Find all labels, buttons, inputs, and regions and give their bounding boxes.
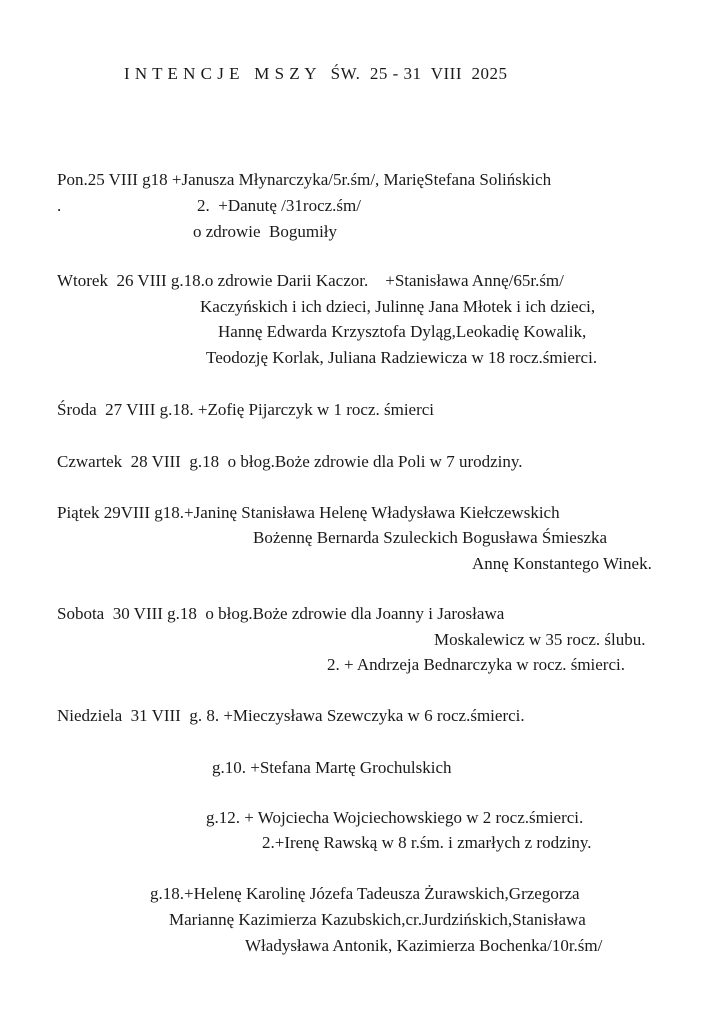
- sunday-line-5: g.18.+Helenę Karolinę Józefa Tadeusza Żurawskich,Grzegorza: [150, 884, 580, 903]
- sunday-line-7: Władysława Antonik, Kazimierza Bochenka/10r.śm/: [245, 936, 603, 955]
- sunday-line-4: 2.+Irenę Rawską w 8 r.śm. i zmarłych z rodziny.: [262, 833, 592, 852]
- friday-line-1: Piątek 29VIII g18.+Janinę Stanisława Helenę Władysława Kiełczewskich: [57, 503, 560, 522]
- thursday-line: Czwartek 28 VIII g.18 o błog.Boże zdrowie dla Poli w 7 urodziny.: [57, 452, 523, 471]
- page-title: I N T E N C J E M S Z Y ŚW. 25 - 31 VIII 2025: [124, 64, 508, 83]
- saturday-line-3: 2. + Andrzeja Bednarczyka w rocz. śmierci.: [327, 655, 625, 674]
- saturday-line-2: Moskalewicz w 35 rocz. ślubu.: [434, 630, 646, 649]
- sunday-line-2: g.10. +Stefana Martę Grochulskich: [212, 758, 452, 777]
- wednesday-line: Środa 27 VIII g.18. +Zofię Pijarczyk w 1 rocz. śmierci: [57, 400, 435, 419]
- friday-line-2: Bożennę Bernarda Szuleckich Bogusława Śmieszka: [253, 528, 608, 547]
- monday-line-1: Pon.25 VIII g18 +Janusza Młynarczyka/5r.śm/, MarięStefana Solińskich: [57, 170, 552, 189]
- saturday-line-1: Sobota 30 VIII g.18 o błog.Boże zdrowie dla Joanny i Jarosława: [57, 604, 505, 623]
- monday-line-3: o zdrowie Bogumiły: [193, 222, 338, 241]
- sunday-line-1: Niedziela 31 VIII g. 8. +Mieczysława Szewczyka w 6 rocz.śmierci.: [57, 706, 525, 725]
- tuesday-line-1: Wtorek 26 VIII g.18.o zdrowie Darii Kaczor. +Stanisława Annę/65r.śm/: [57, 271, 564, 290]
- monday-dot: .: [57, 196, 62, 215]
- tuesday-line-2: Kaczyńskich i ich dzieci, Julinnę Jana Młotek i ich dzieci,: [200, 297, 596, 316]
- tuesday-line-4: Teodozję Korlak, Juliana Radziewicza w 18 rocz.śmierci.: [206, 348, 598, 367]
- monday-line-2: 2. +Danutę /31rocz.śm/: [197, 196, 361, 215]
- sunday-line-6: Mariannę Kazimierza Kazubskich,cr.Jurdzińskich,Stanisława: [169, 910, 586, 929]
- friday-line-3: Annę Konstantego Winek.: [472, 554, 652, 573]
- sunday-line-3: g.12. + Wojciecha Wojciechowskiego w 2 rocz.śmierci.: [206, 808, 584, 827]
- tuesday-line-3: Hannę Edwarda Krzysztofa Dyląg,Leokadię Kowalik,: [218, 322, 587, 341]
